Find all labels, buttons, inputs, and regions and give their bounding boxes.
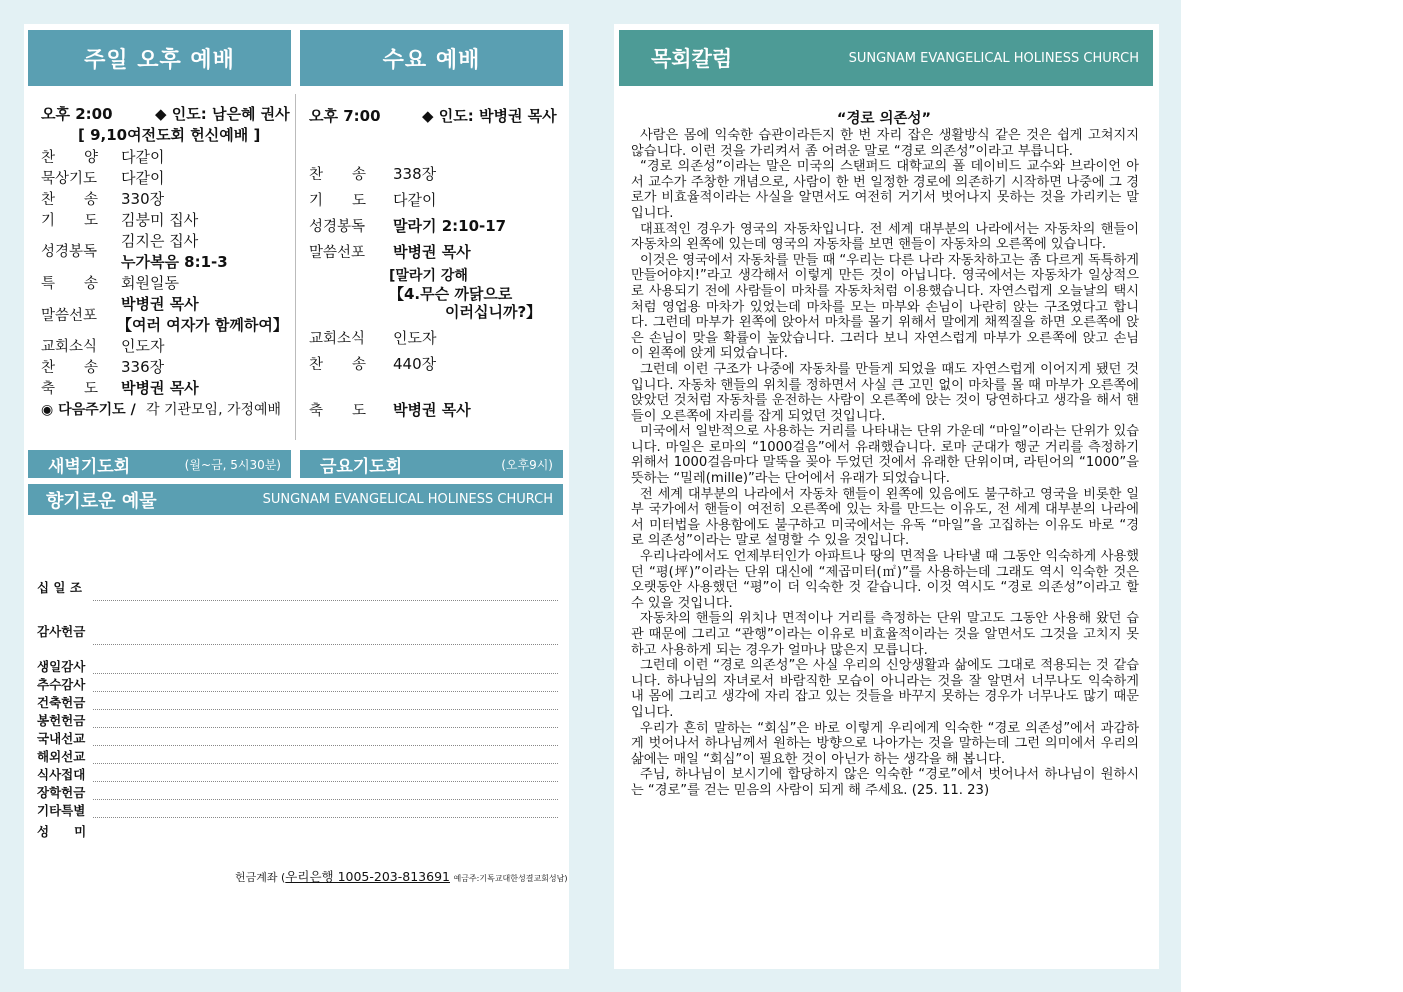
offering-category-line bbox=[93, 709, 558, 710]
essay-body bbox=[631, 128, 1139, 799]
column-divider bbox=[295, 94, 296, 440]
sunday-sermon-title: 【여러 여자가 함께하여】 bbox=[117, 316, 288, 334]
offering-church-name: SUNGNAM EVANGELICAL HOLINESS CHURCH bbox=[262, 492, 553, 507]
sunday-item-value: 336장 bbox=[121, 358, 165, 376]
essay-paragraph: 그런데 이런 “경로 의존성”은 사실 우리의 신앙생활과 삶에도 그대로 적용되는 것 같습니다. 하나님의 자녀로서 바람직한 모습이 아니라는 것을 잘 알면서 너무나도 익숙하게 내 몸에 그리고 생각에 자리 잡고 있는 것들을 바꾸지 못하는 경우가 너무나도 많기 때문입니다. bbox=[631, 658, 1139, 720]
wednesday-service-header bbox=[300, 30, 563, 86]
sunday-time: 오후 2:00 bbox=[41, 105, 113, 123]
sunday-item-value: 인도자 bbox=[121, 337, 165, 355]
wednesday-item-value: 다같이 bbox=[393, 191, 437, 209]
sunday-service-header bbox=[28, 30, 291, 86]
wednesday-sermon-series: [말라기 강해 bbox=[389, 268, 468, 284]
friday-prayer-bar bbox=[300, 450, 563, 478]
offering-category-line bbox=[93, 763, 558, 764]
offering-category-line bbox=[93, 691, 558, 692]
wednesday-sermon-title-2: 이러십니까?】 bbox=[445, 303, 542, 321]
next-week-prayer-value: 각 기관모임, 가정예배 bbox=[146, 402, 282, 418]
sunday-subtitle: [ 9,10여전도회 헌신예배 ] bbox=[78, 126, 261, 144]
essay-paragraph: 우리가 흔히 말하는 “회심”은 바로 이렇게 우리에게 익숙한 “경로 의존성”에서 과감하게 벗어나서 하나님께서 원하는 방향으로 나아가는 것을 말하는데 그런 의미에서 우리의 삶에는 매일 “회심”이 필요한 것이 아닌가 하는 생각을 해 봅니다. bbox=[631, 720, 1139, 767]
offering-category-label: 생일감사 bbox=[37, 659, 86, 674]
account-holder: 예금주:기독교대한성결교회성남) bbox=[453, 874, 568, 883]
sunday-service-title: 주일 오후 예배 bbox=[84, 47, 235, 73]
essay-paragraph: 자동차의 핸들의 위치나 면적이나 거리를 측정하는 단위 말고도 그동안 사용해 왔던 습관 때문에 그리고 “관행”이라는 이유로 비효율적이라는 것을 알면서도 그것을 고치지 못하고 사용하게 되는 경우가 얼마나 많은지 모릅니다. bbox=[631, 611, 1139, 658]
sunday-item-label: 찬 송 bbox=[41, 192, 99, 208]
wednesday-item-value: 440장 bbox=[393, 355, 437, 373]
column-church-name: SUNGNAM EVANGELICAL HOLINESS CHURCH bbox=[848, 50, 1139, 66]
offering-header bbox=[28, 484, 563, 515]
wednesday-item-label: 성경봉독 bbox=[309, 219, 366, 235]
tithe-label: 십 일 조 bbox=[37, 580, 82, 595]
sunday-reading-label: 성경봉독 bbox=[41, 244, 98, 260]
sunday-reading-passage: 누가복음 8:1-3 bbox=[121, 253, 228, 271]
sunday-item-value: 박병권 목사 bbox=[121, 379, 199, 397]
offering-category-label: 건축헌금 bbox=[37, 695, 86, 710]
dawn-prayer-bar bbox=[28, 450, 291, 478]
wednesday-item-value: 박병권 목사 bbox=[393, 401, 471, 419]
essay-paragraph: 그런데 이런 구조가 나중에 자동차를 만들게 되었을 때도 자연스럽게 이어지게 됐던 것입니다. 자동차 핸들의 위치를 정하면서 사실 큰 고민 없이 마차를 몰 때 마부가 오른쪽에 앉았던 것처럼 자동차를 운전하는 사람이 오른쪽에 앉는 것이 당연하다고 생각을 해서 핸들이 오른쪽에 자리를 잡게 되었던 것입니다. bbox=[631, 361, 1139, 424]
wednesday-item-value: 말라기 2:10-17 bbox=[393, 217, 507, 235]
offering-category-label: 봉헌헌금 bbox=[37, 713, 86, 728]
offering-category-line bbox=[93, 799, 558, 800]
essay-paragraph: 주님, 하나님이 보시기에 합당하지 않은 익숙한 “경로”에서 벗어나서 하나님이 원하시는 “경로”를 걷는 믿음의 사람이 되게 해 주세요. (25. 11. 23) bbox=[631, 767, 1139, 798]
friday-prayer-title: 금요기도회 bbox=[320, 456, 403, 477]
wednesday-item-label: 찬 송 bbox=[309, 167, 367, 183]
offering-account bbox=[235, 867, 568, 885]
dawn-prayer-time: (월~금, 5시30분) bbox=[184, 457, 281, 472]
column-header bbox=[619, 30, 1153, 86]
sunday-item-label: 기 도 bbox=[41, 213, 99, 229]
sunday-reader: 김지은 집사 bbox=[121, 232, 199, 250]
essay-paragraph: 대표적인 경우가 영국의 자동차입니다. 전 세계 대부분의 나라에서는 자동차의 핸들이 자동차의 왼쪽에 있는데 영국의 자동차를 보면 핸들이 자동차의 오른쪽에 있습니다. bbox=[631, 221, 1139, 253]
offering-category-line bbox=[93, 745, 558, 746]
rice-offering-label: 성 미 bbox=[37, 824, 87, 839]
sunday-item-label: 묵상기도 bbox=[41, 171, 98, 187]
wednesday-item-value: 인도자 bbox=[393, 329, 437, 347]
sunday-item-value: 다같이 bbox=[121, 148, 165, 166]
wednesday-sermon-title-1: 【4.무슨 까닭으로 bbox=[389, 285, 513, 303]
thanks-offering-line bbox=[93, 644, 558, 645]
tithe-line bbox=[93, 600, 558, 601]
wednesday-item-value: 338장 bbox=[393, 165, 437, 183]
sunday-item-value: 330장 bbox=[121, 190, 165, 208]
wednesday-item-label: 축 도 bbox=[309, 403, 367, 419]
offering-category-label: 국내선교 bbox=[37, 731, 86, 746]
offering-category-line bbox=[93, 673, 558, 674]
offering-category-label: 기타특별 bbox=[37, 803, 86, 818]
wednesday-item-label: 찬 송 bbox=[309, 357, 367, 373]
essay-title: “경로 의존성” bbox=[836, 111, 932, 127]
friday-prayer-time: (오후9시) bbox=[501, 457, 553, 472]
essay-paragraph: 미국에서 일반적으로 사용하는 거리를 나타내는 단위 가운데 “마일”이라는 단위가 있습니다. 마일은 로마의 “1000걸음”에서 유래했습니다. 로마 군대가 행군 거리를 측정하기 위해서 1000걸음마다 말뚝을 꽂아 두었던 것에서 유래한 단위이며, 라틴어의 “1000”을 뜻하는 “밀레(mille)”라는 단어에서 유래가 되었습니다. bbox=[631, 424, 1139, 487]
essay-paragraph: 이것은 영국에서 자동차를 만들 때 “우리는 다른 나라 자동차하고는 좀 다르게 독특하게 만들어야지!”라고 생각해서 이렇게 만든 것이 아닙니다. 영국에서는 자동차가 일상적으로 사용되기 전에 사람들이 마차를 자동차처럼 이용했습니다. 자연스럽게 오늘날의 택시처럼 영업용 마차가 있었는데 마차를 모는 마부와 손님이 나란히 앉는 구조였다고 합니다. 그런데 마부가 왼쪽에 앉아서 마차를 몰기 위해서 말에게 채찍질을 하면 오른쪽에 앉은 손님이 맞을 확률이 높았습니다. 그러다 보니 자연스럽게 마부가 오른쪽에 앉고 손님이 왼쪽에 앉게 되었습니다. bbox=[631, 252, 1139, 362]
offering-category-label: 해외선교 bbox=[37, 749, 86, 764]
sunday-special-value: 회원일동 bbox=[121, 274, 179, 292]
sunday-leader: ◆ 인도: 남은혜 권사 bbox=[155, 105, 290, 123]
wednesday-time: 오후 7:00 bbox=[309, 107, 381, 125]
sunday-preacher: 박병권 목사 bbox=[121, 295, 199, 313]
next-week-prayer-label: ◉ 다음주기도 / bbox=[41, 402, 136, 418]
sunday-item-label: 찬 송 bbox=[41, 360, 99, 376]
thanks-offering-label: 감사헌금 bbox=[37, 624, 86, 639]
essay-paragraph: 전 세계 대부분의 나라에서 자동차 핸들이 왼쪽에 있음에도 불구하고 영국을 비롯한 일부 국가에서 핸들이 여전히 오른쪽에 있는 차를 만드는 이유도, 전 세계 대부분의 나라에서 미터법을 사용함에도 불구하고 미국에서는 유독 “마일”을 고집하는 이유도 바로 “경로 의존성”이라는 말로 설명할 수 있을 것입니다. bbox=[631, 486, 1139, 549]
wednesday-item-label: 기 도 bbox=[309, 193, 367, 209]
sunday-item-label: 축 도 bbox=[41, 381, 99, 397]
offering-category-label: 식사접대 bbox=[37, 767, 86, 782]
sunday-item-value: 다같이 bbox=[121, 169, 165, 187]
wednesday-item-label: 말씀선포 bbox=[309, 245, 366, 261]
sunday-special-label: 특 송 bbox=[41, 276, 99, 292]
offering-category-label: 추수감사 bbox=[37, 677, 86, 692]
wednesday-leader: ◆ 인도: 박병권 목사 bbox=[422, 107, 557, 125]
sunday-item-label: 찬 양 bbox=[41, 150, 99, 166]
account-bank: 우리은행 1005-203-813691 bbox=[285, 869, 450, 884]
column-title: 목회칼럼 bbox=[651, 47, 733, 71]
essay-paragraph: “경로 의존성”이라는 말은 미국의 스탠퍼드 대학교의 폴 데이비드 교수와 브라이언 아서 교수가 주창한 개념으로, 사람이 한 번 일정한 경로에 의존하기 시작하면 나중에 그 경로가 비효율적이라는 사실을 알면서도 여전히 거기서 벗어나지 못하는 것을 가리키는 말입니다. bbox=[631, 159, 1139, 221]
offering-category-line bbox=[93, 727, 558, 728]
sunday-item-value: 김붕미 집사 bbox=[121, 211, 199, 229]
offering-category-line bbox=[93, 781, 558, 782]
offering-category-line bbox=[93, 817, 558, 818]
sunday-item-label: 교회소식 bbox=[41, 339, 98, 355]
offering-category-label: 장학헌금 bbox=[37, 785, 86, 800]
wednesday-item-label: 교회소식 bbox=[309, 331, 366, 347]
wednesday-item-value: 박병권 목사 bbox=[393, 243, 471, 261]
sunday-sermon-label: 말씀선포 bbox=[41, 308, 98, 324]
dawn-prayer-title: 새벽기도회 bbox=[48, 456, 131, 477]
essay-paragraph: 사람은 몸에 익숙한 습관이라든지 한 번 자리 잡은 생활방식 같은 것은 쉽게 고쳐지지 않습니다. 이런 것을 가리켜서 좀 어려운 말로 “경로 의존성”이라고 부릅니다. bbox=[631, 128, 1139, 159]
offering-title: 향기로운 예물 bbox=[46, 490, 157, 512]
wednesday-service-title: 수요 예배 bbox=[382, 47, 481, 73]
essay-paragraph: 우리나라에서도 언제부터인가 아파트나 땅의 면적을 나타낼 때 그동안 익숙하게 사용했던 “평(坪)”이라는 단위 대신에 “제곱미터(㎡)”를 사용하는데 그래도 역시 익숙한 것은 오랫동안 사용했던 “평”이 더 익숙한 것 같습니다. 이것 역시도 “경로 의존성”이라고 할 수 있을 것입니다. bbox=[631, 549, 1139, 611]
account-label: 헌금계좌 ( bbox=[235, 871, 286, 884]
